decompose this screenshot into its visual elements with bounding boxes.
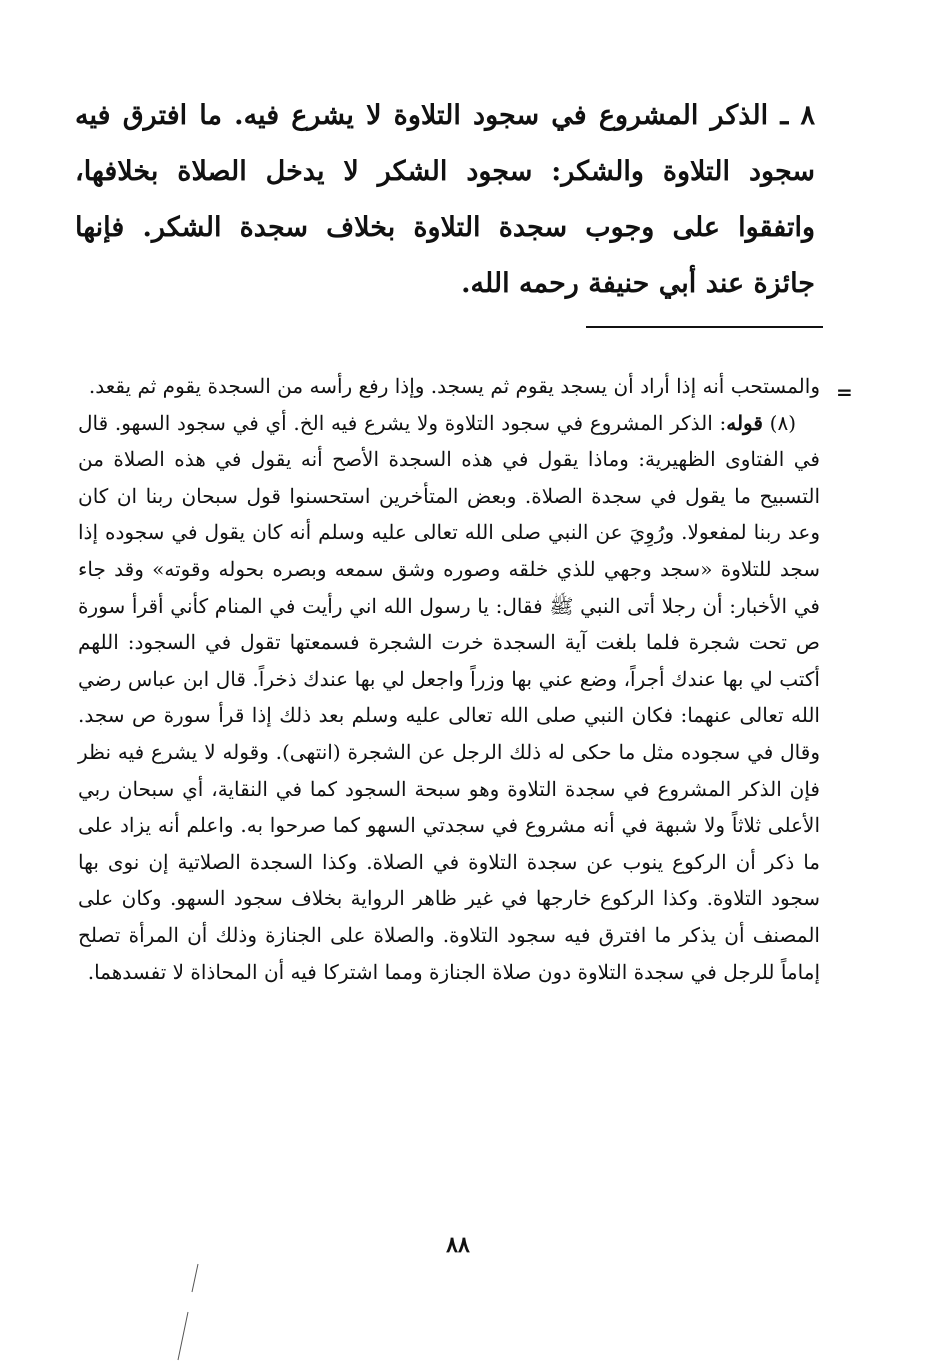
item-number: ٨	[800, 100, 816, 131]
footnote-paragraph-1: والمستحب أنه إذا أراد أن يسجد يقوم ثم يسجد. وإذا رفع رأسه من السجدة يقوم ثم يقعد.	[88, 374, 820, 398]
footnote-divider	[586, 326, 823, 328]
main-paragraph: الذكر المشروع في سجود التلاوة لا يشرع فيه. ما افترق فيه سجود التلاوة والشكر: سجود الشكر لا يدخل الصلاة بخلافها، واتفقوا على وجوب سجدة التلاوة بخلاف سجدة الشكر. فإنها جائزة عند أبي حنيفة رحمه الله.	[75, 100, 815, 299]
footnote-paragraph-2-text: : الذكر المشروع في سجود التلاوة ولا يشرع فيه الخ. أي في سجود السهو. قال في الفتاوى الظهيرية: وماذا يقول في هذه السجدة الأصح أنه يقول في هذه الصلاة من التسبيح ما يقول في سجدة الصلاة. وبعض المتأخرين استحسنوا قول سبحان ربنا ان كان وعد ربنا لمفعولا. ورُوِيَ عن النبي صلى الله تعالى عليه وسلم أنه كان يقول في سجوده إذا سجد للتلاوة «سجد وجهي للذي خلقه وصوره وشق سمعه وبصره بحوله وقوته» وقد جاء في الأخبار: أن رجلا أتى النبي ﷺ فقال: يا رسول الله اني رأيت في المنام كأني أقرأ سورة ص تحت شجرة فلما بلغت آية السجدة خرت الشجرة فسمعتها تقول في السجود: اللهم أكتب لي بها عندك أجراً، وضع عني بها وزراً واجعل لي بها عندك ذخراً. قال ابن عباس رضي الله تعالى عنهما: فكان النبي صلى الله تعالى عليه وسلم بعد ذلك إذا قرأ سورة ص سجد. وقال في سجوده مثل ما حكى له ذلك الرجل عن الشجرة (انتهى). وقوله لا يشرع فيه نظر فإن الذكر المشروع في سجدة التلاوة وهو سبحة السجود كما في النقاية، أي سبحان ربي الأعلى ثلاثاً ولا شبهة في أنه مشروع في سجدتي السهو كما صرحوا به. واعلم أنه يزاد على ما ذكر أن الركوع ينوب عن سجدة التلاوة في الصلاة. وكذا السجدة الصلاتية إن نوى بها سجود التلاوة. وكذا الركوع خارجها في غير ظاهر الرواية بخلاف سجود السهو. وكان على المصنف أن يذكر ما افترق فيه سجود التلاوة. والصلاة على الجنازة وذلك أن المرأة تصلح إماماً للرجل في سجدة التلاوة دون صلاة الجنازة ومما اشتركا فيه أن المحاذاة لا تفسدهما.	[78, 410, 820, 984]
footnote-paragraph-2	[78, 405, 820, 991]
scan-artifact-line	[170, 1262, 202, 1362]
item-dash: ـ	[780, 100, 789, 131]
footnote-number: (٨)	[769, 410, 796, 435]
page-number: ٨٨	[446, 1232, 470, 1258]
main-text	[75, 88, 815, 312]
footnote-keyword: قوله	[726, 410, 763, 435]
footnote-continuation-marker: =	[836, 380, 853, 404]
footnote-text	[78, 368, 820, 990]
